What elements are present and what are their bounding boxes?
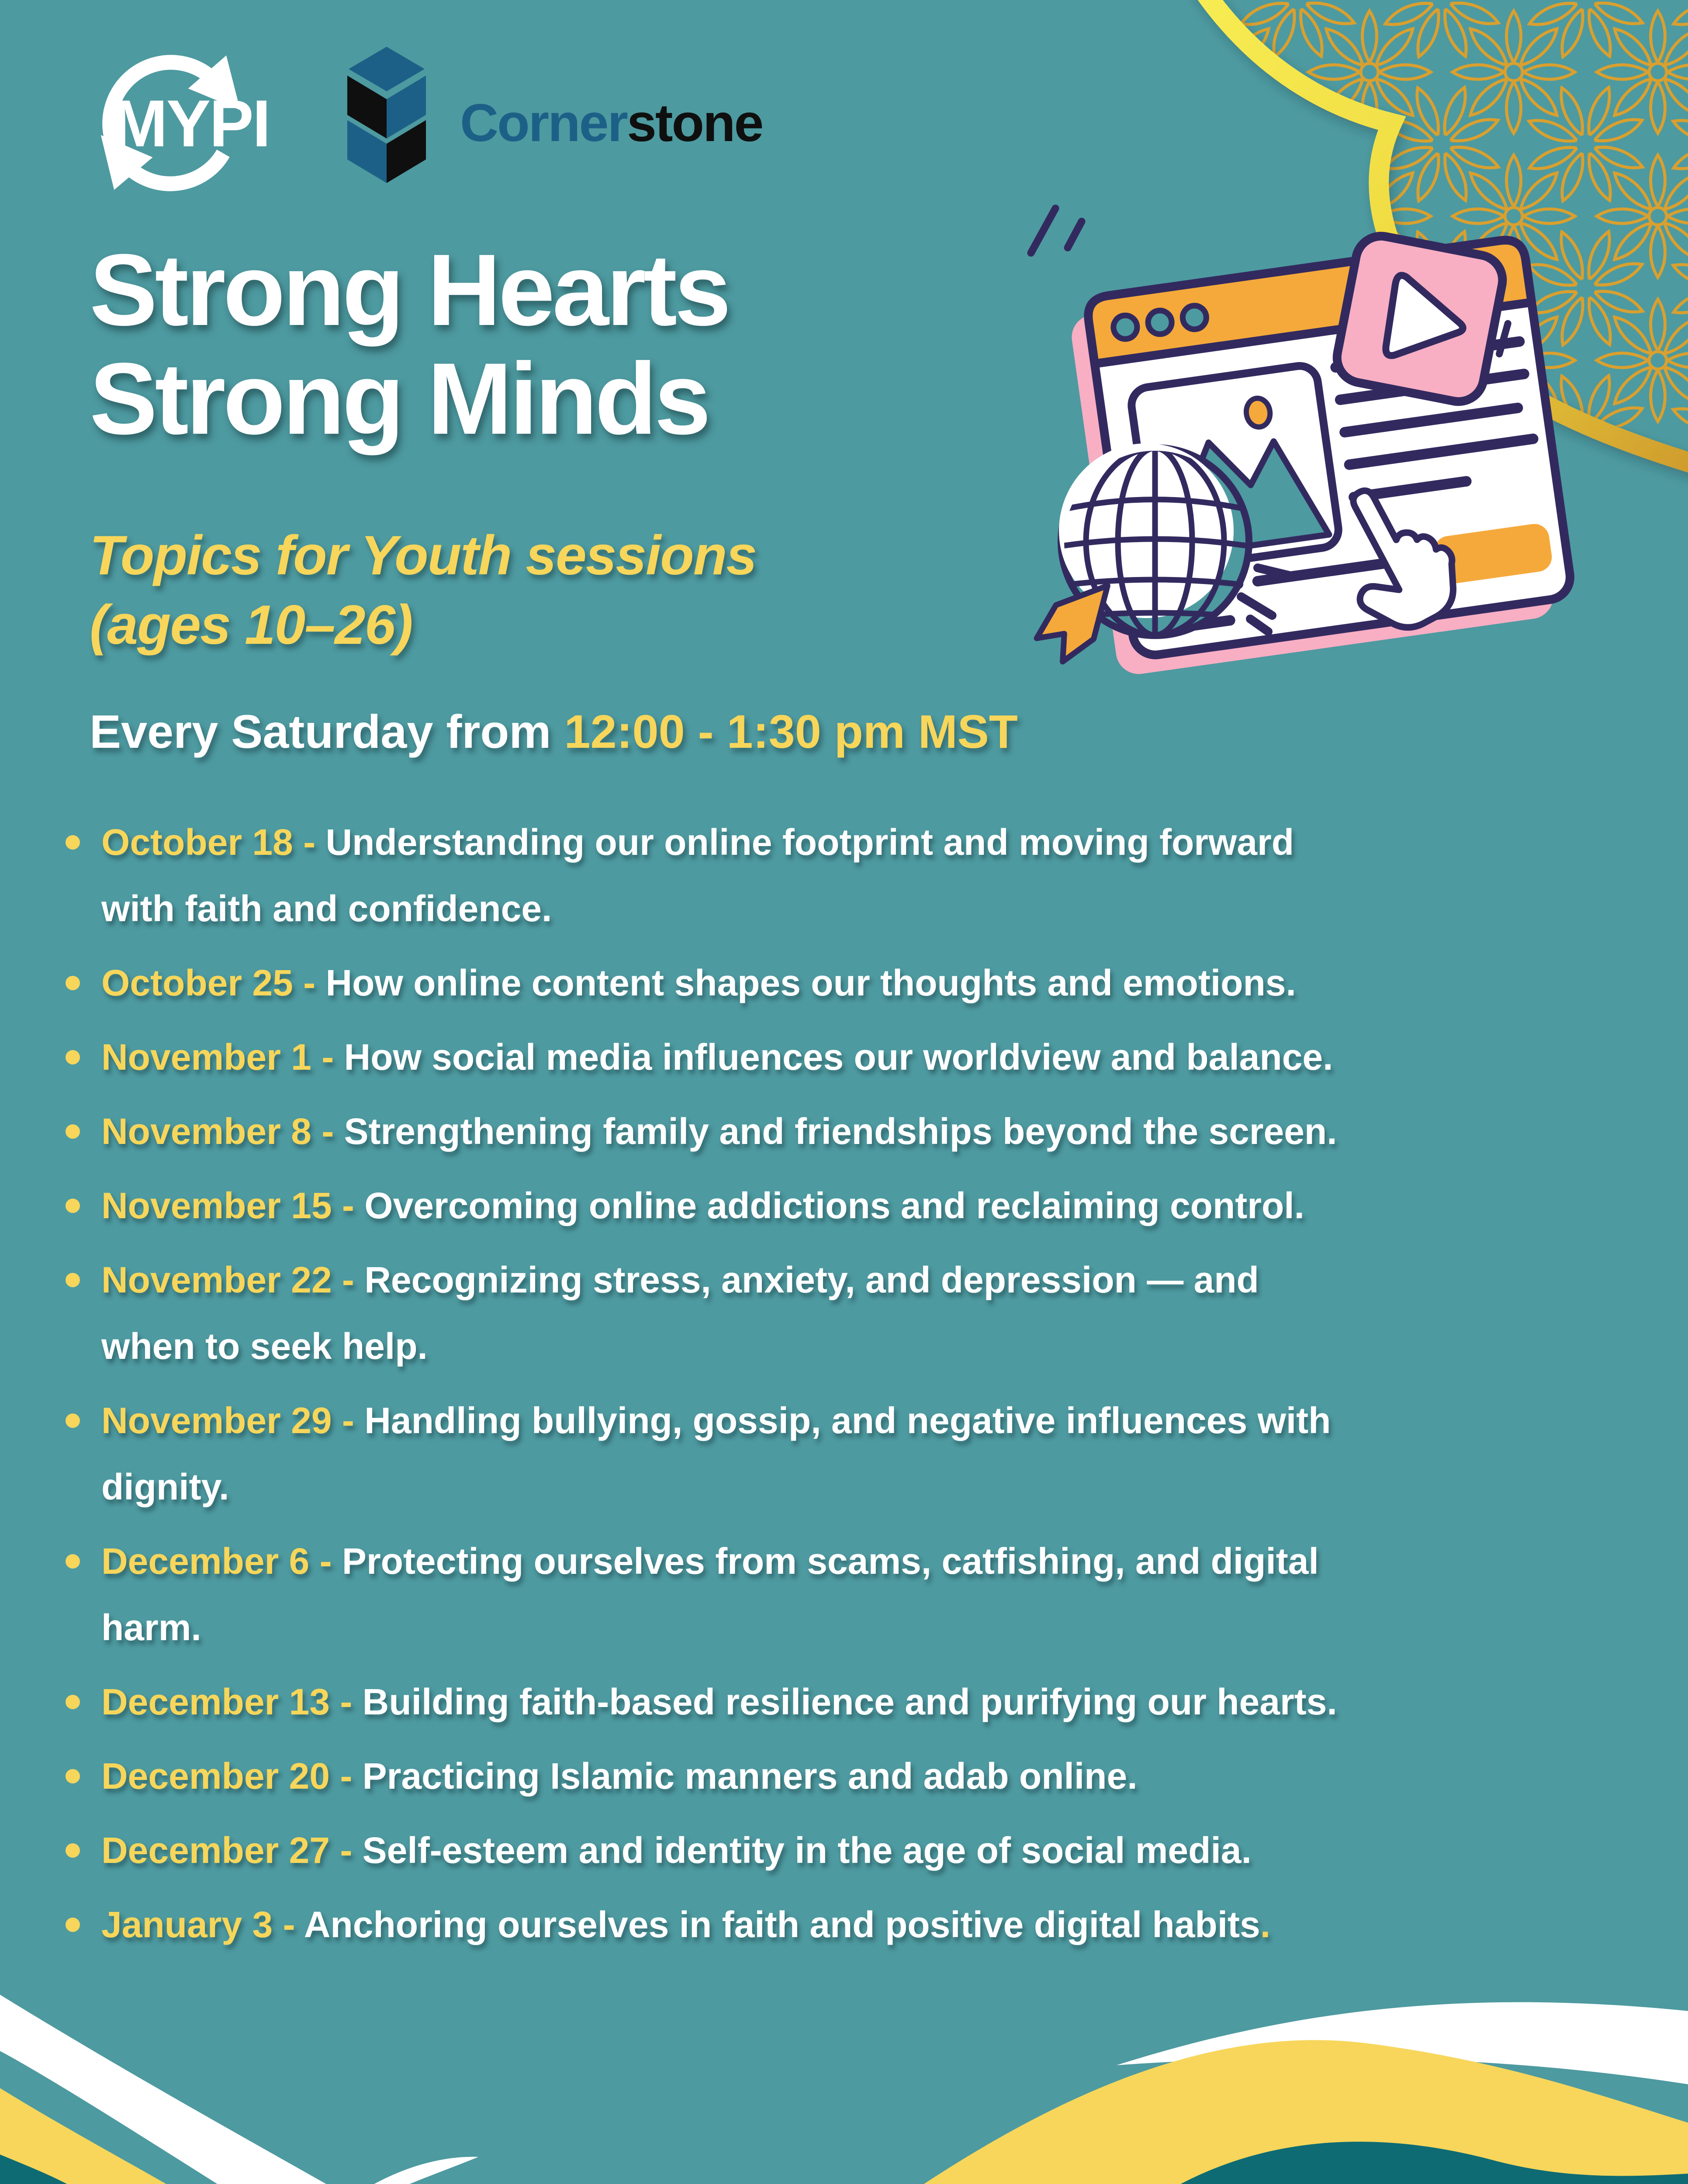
logo-row bbox=[85, 44, 762, 202]
session-list bbox=[66, 809, 1638, 1966]
session-date: October 18 - bbox=[101, 822, 316, 863]
title-line2: Strong Minds bbox=[90, 342, 709, 456]
sparkle-lines-icon bbox=[1031, 208, 1082, 253]
mypi-logo-icon bbox=[85, 48, 273, 198]
session-item bbox=[66, 809, 1638, 942]
session-item bbox=[66, 1669, 1638, 1735]
subtitle-line2: (ages 10–26) bbox=[90, 593, 412, 656]
schedule-prefix: Every Saturday from bbox=[90, 705, 564, 758]
session-topic: Understanding our online footprint and moving forward bbox=[315, 822, 1294, 863]
cornerstone-logo-icon bbox=[321, 44, 452, 202]
session-topic: How social media influences our worldview and balance. bbox=[334, 1037, 1333, 1078]
session-topic-line2: harm. bbox=[101, 1607, 201, 1648]
session-date: December 6 - bbox=[101, 1541, 332, 1582]
session-item bbox=[66, 1387, 1638, 1520]
page-subtitle bbox=[90, 521, 756, 660]
session-topic: How online content shapes our thoughts and emotions. bbox=[315, 962, 1296, 1003]
session-item bbox=[66, 1024, 1638, 1090]
session-date: November 8 - bbox=[101, 1111, 334, 1152]
session-item bbox=[66, 1743, 1638, 1809]
session-topic: Handling bullying, gossip, and negative influences with bbox=[354, 1400, 1331, 1441]
session-date: November 1 - bbox=[101, 1037, 334, 1078]
schedule-time: 12:00 - 1:30 pm MST bbox=[564, 705, 1018, 758]
session-topic-line2: dignity. bbox=[101, 1466, 229, 1507]
session-date: January 3 - bbox=[101, 1904, 295, 1945]
session-date: December 13 - bbox=[101, 1681, 353, 1722]
session-topic: Self-esteem and identity in the age of social media. bbox=[352, 1830, 1252, 1871]
session-topic: Building faith-based resilience and purifying our hearts. bbox=[352, 1681, 1337, 1722]
cornerstone-logo bbox=[321, 44, 762, 202]
session-item bbox=[66, 950, 1638, 1016]
browser-illustration bbox=[1013, 181, 1612, 740]
subtitle-line1: Topics for Youth sessions bbox=[90, 524, 757, 586]
session-topic: Protecting ourselves from scams, catfishing, and digital bbox=[332, 1541, 1319, 1582]
session-topic: Practicing Islamic manners and adab online. bbox=[352, 1755, 1138, 1797]
session-topic: Anchoring ourselves in faith and positive digital habits bbox=[295, 1904, 1260, 1945]
session-item bbox=[66, 1817, 1638, 1883]
session-topic: Strengthening family and friendships beyond the screen. bbox=[334, 1111, 1337, 1152]
session-date: December 20 - bbox=[101, 1755, 353, 1797]
session-suffix: . bbox=[1260, 1904, 1271, 1945]
session-topic-line2: when to seek help. bbox=[101, 1326, 428, 1367]
session-item bbox=[66, 1528, 1638, 1661]
schedule-line bbox=[90, 704, 1018, 759]
session-date: November 22 - bbox=[101, 1259, 354, 1300]
cornerstone-logo-text bbox=[460, 92, 762, 153]
bottom-waves bbox=[0, 1987, 1688, 2184]
session-topic: Overcoming online addictions and reclaiming control. bbox=[354, 1185, 1304, 1226]
session-date: December 27 - bbox=[101, 1830, 353, 1871]
page-title bbox=[90, 233, 729, 456]
session-date: November 15 - bbox=[101, 1185, 354, 1226]
session-topic: Recognizing stress, anxiety, and depression — and bbox=[354, 1259, 1259, 1300]
title-line1: Strong Hearts bbox=[90, 233, 729, 347]
session-topic-line2: with faith and confidence. bbox=[101, 888, 552, 929]
mypi-logo-text: MYPI bbox=[112, 86, 270, 161]
cornerstone-text-corner: Corner bbox=[460, 93, 627, 152]
session-date: October 25 - bbox=[101, 962, 316, 1003]
session-item bbox=[66, 1891, 1638, 1958]
session-date: November 29 - bbox=[101, 1400, 354, 1441]
cornerstone-text-stone: stone bbox=[626, 93, 763, 152]
session-item bbox=[66, 1247, 1638, 1379]
session-item bbox=[66, 1172, 1638, 1239]
session-item bbox=[66, 1098, 1638, 1165]
